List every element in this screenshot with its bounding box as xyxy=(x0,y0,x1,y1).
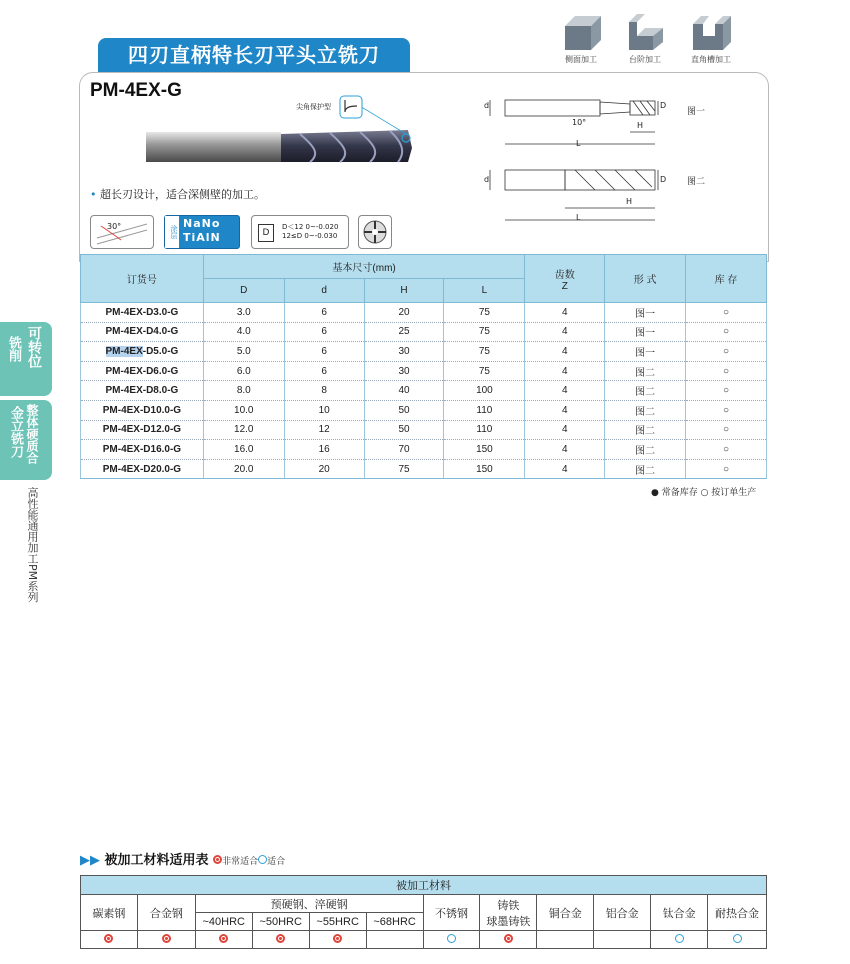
side-milling-icon xyxy=(561,14,601,50)
stock-legend: ● 常备库存 ○ 按订单生产 xyxy=(651,488,757,498)
double-arrow-icon: ▶▶ xyxy=(80,853,100,868)
series-vertical-label: 高性能通用加工PM系列 xyxy=(26,487,39,603)
col-L: L xyxy=(444,279,525,303)
suitable-icon xyxy=(733,934,742,943)
materials-table: 被加工材料 碳素钢 合金钢 预硬钢、淬硬钢 不锈钢 铸铁 球墨铸铁 铜合金 铝合金 钛合金 耐热合金 ~40HRC ~50HRC ~55HRC ~68HRC xyxy=(80,875,767,949)
table-row: PM-4EX-D12.0-G 12.0 12 50 110 4 图二 ○ xyxy=(81,420,767,440)
suitable-icon xyxy=(258,855,267,864)
very-suitable-icon xyxy=(104,934,113,943)
slot-milling-icon xyxy=(691,14,731,50)
col-stock: 库 存 xyxy=(686,255,767,303)
four-flute-icon xyxy=(358,215,392,249)
figure-1-label: 图一 xyxy=(687,107,706,117)
col-form: 形 式 xyxy=(605,255,686,303)
helix-angle-icon: 30° xyxy=(90,215,154,249)
suitability-row xyxy=(81,931,767,949)
col-H: H xyxy=(364,279,444,303)
very-suitable-icon xyxy=(504,934,513,943)
nano-tialn-coating-badge: 涂层 NaNo TiAlN xyxy=(164,215,240,249)
figure-2-label: 图二 xyxy=(687,177,706,187)
spec-table xyxy=(80,254,767,479)
very-suitable-icon xyxy=(219,934,228,943)
side-tab-indexable[interactable]: 铣削 可转位 xyxy=(0,322,52,396)
col-teeth: 齿数 Z xyxy=(525,255,605,303)
very-suitable-icon xyxy=(333,934,342,943)
step-milling-icon xyxy=(625,14,665,50)
table-row: PM-4EX-D3.0-G 3.0 6 20 75 4 图一 ○ xyxy=(81,303,767,323)
table-row: PM-4EX-D8.0-G 8.0 8 40 100 4 图二 ○ xyxy=(81,381,767,401)
table-row: PM-4EX-D20.0-G 20.0 20 75 150 4 图二 ○ xyxy=(81,459,767,479)
table-row: PM-4EX-D4.0-G 4.0 6 25 75 4 图一 ○ xyxy=(81,322,767,342)
table-row: PM-4EX-D6.0-G 6.0 6 30 75 4 图二 ○ xyxy=(81,361,767,381)
materials-header: 被加工材料 xyxy=(81,876,767,895)
end-mill-image xyxy=(140,92,430,172)
col-D: D xyxy=(203,279,284,303)
technical-drawings xyxy=(480,92,710,222)
feature-text: • 超长刃设计，适合深侧壁的加工。 xyxy=(90,188,265,201)
col-order-number: 订货号 xyxy=(81,255,204,303)
machining-side: 侧面加工 xyxy=(556,14,606,65)
machining-slot: 直角槽加工 xyxy=(686,14,736,65)
table-row: PM-4EX-D10.0-G 10.0 10 50 110 4 图二 ○ xyxy=(81,400,767,420)
product-model: PM-4EX-G xyxy=(90,80,182,101)
tolerance-badge: D D＜12 0~-0.020 12≤D 0~-0.030 xyxy=(251,215,349,249)
corner-protect-label: 尖角保护型 xyxy=(296,103,331,111)
page-title: 四刃直柄特长刃平头立铣刀 xyxy=(98,38,410,72)
suitable-icon xyxy=(447,934,456,943)
highlighted-text[interactable]: PM-4EX xyxy=(105,345,143,357)
suitable-icon xyxy=(675,934,684,943)
col-basic-dimensions: 基本尺寸(mm) xyxy=(203,255,525,279)
very-suitable-icon xyxy=(276,934,285,943)
col-d: d xyxy=(284,279,364,303)
table-row: PM-4EX-D5.0-G 5.0 6 30 75 4 图一 ○ xyxy=(81,342,767,362)
table-row: PM-4EX-D16.0-G 16.0 16 70 150 4 图二 ○ xyxy=(81,440,767,460)
very-suitable-icon xyxy=(213,855,222,864)
side-tab-solid-carbide[interactable]: 金立铣刀 整体硬质合 xyxy=(0,400,52,480)
machining-step: 台阶加工 xyxy=(620,14,670,65)
very-suitable-icon xyxy=(162,934,171,943)
materials-title: ▶▶ 被加工材料适用表 非常适合 适合 xyxy=(80,853,286,868)
